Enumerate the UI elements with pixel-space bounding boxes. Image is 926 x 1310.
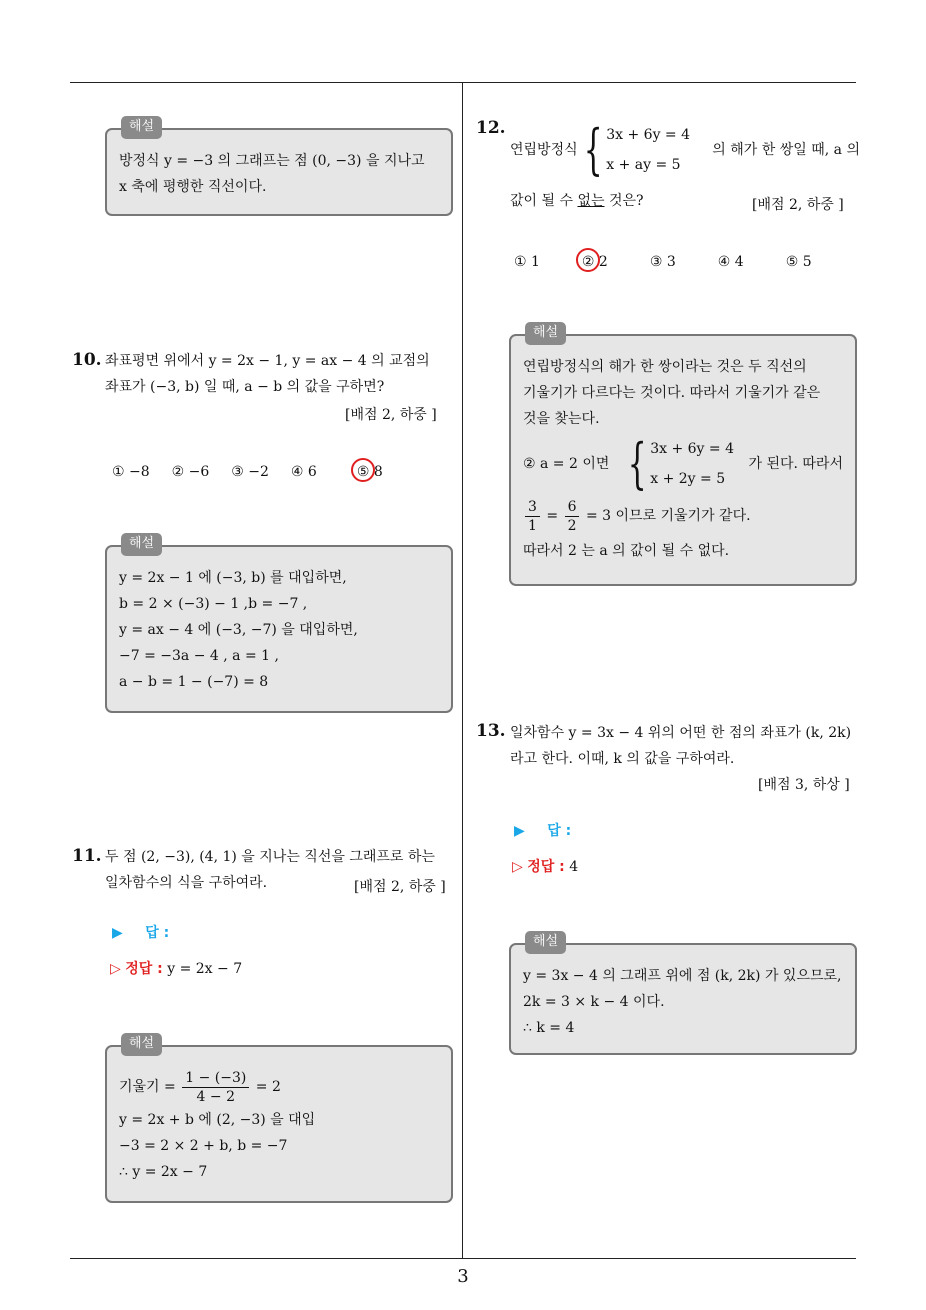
solution-tag: 해설 xyxy=(525,322,566,345)
q11-answer-label: 답 : xyxy=(145,925,170,941)
q12-choice-3[interactable]: ③ 3 xyxy=(649,254,676,270)
q12-sol-frac2-num: 6 xyxy=(565,498,580,517)
q11-sol-fraction xyxy=(182,1069,249,1106)
q11-sol-line: −3 = 2 × 2 + b, b = −7 xyxy=(119,1138,288,1154)
q13-sol-line: 2k = 3 × k − 4 이다. xyxy=(523,994,665,1010)
q12-sol-frac2 xyxy=(565,498,580,535)
q12-sol-line3: 것을 찾는다. xyxy=(523,411,600,427)
q12-sol-line1: 연립방정식의 해가 한 쌍이라는 것은 두 직선의 xyxy=(523,359,807,375)
q10-sol-line: −7 = −3a − 4 , a = 1 , xyxy=(119,648,279,664)
q11-sol-slope-suffix: = 2 xyxy=(255,1079,281,1095)
q12-solution-box xyxy=(509,325,857,586)
q11-sol-slope-prefix: 기울기 = xyxy=(119,1079,176,1095)
q12-sol-frac-suffix: = 3 이므로 기울기가 같다. xyxy=(585,508,751,524)
solution-tag: 해설 xyxy=(121,1033,162,1056)
outline-arrow-icon: ▷ xyxy=(512,859,523,875)
q10-choice-4[interactable]: ④ 6 xyxy=(290,464,317,480)
q12-sol-sys-prefix: ② a = 2 이면 xyxy=(523,456,610,472)
bottom-rule xyxy=(70,1258,856,1259)
q10-sol-line: a − b = 1 − (−7) = 8 xyxy=(119,674,269,690)
q13-question xyxy=(510,720,862,772)
q12-sol-frac2-den: 2 xyxy=(567,517,577,534)
q13-correct-value: 4 xyxy=(569,859,579,875)
q12-choice-5[interactable]: ⑤ 5 xyxy=(785,254,812,270)
solution-tag: 해설 xyxy=(525,931,566,954)
selected-circle-icon xyxy=(576,248,600,272)
q13-sol-line: ∴ k = 4 xyxy=(523,1020,575,1036)
q11-sol-frac-num: 1 − (−3) xyxy=(182,1069,249,1088)
q11-number: 11. xyxy=(72,846,102,866)
q11-sol-line: y = 2x + b 에 (2, −3) 을 대입 xyxy=(119,1112,316,1128)
q12-line2-a: 값이 될 수 xyxy=(510,193,578,209)
q10-line1: 좌표평면 위에서 y = 2x − 1, y = ax − 4 의 교점의 xyxy=(105,353,430,369)
selected-circle-icon xyxy=(351,458,375,482)
q10-choice-5-selected[interactable] xyxy=(357,464,383,480)
solution-tag: 해설 xyxy=(121,533,162,556)
q9-sol-line1: 방정식 y = −3 의 그래프는 점 (0, −3) 을 지나고 xyxy=(119,153,425,169)
q12-line1 xyxy=(510,120,860,180)
q11-correct-value: y = 2x − 7 xyxy=(167,961,243,977)
q12-suffix: 의 해가 한 쌍일 때, a 의 xyxy=(712,142,860,158)
q10-number: 10. xyxy=(72,350,102,370)
page-number: 3 xyxy=(457,1266,469,1287)
q12-sol-last: 따라서 2 는 a 의 값이 될 수 없다. xyxy=(523,543,730,559)
filled-arrow-icon: ▶ xyxy=(514,823,525,839)
q13-correct-label: 정답 : xyxy=(527,859,565,875)
q12-eq1: 3x + 6y = 4 xyxy=(606,127,691,143)
q10-choice-2[interactable]: ② −6 xyxy=(171,464,210,480)
solution-tag: 해설 xyxy=(121,116,162,139)
q12-number: 12. xyxy=(476,118,506,138)
q11-sol-line: ∴ y = 2x − 7 xyxy=(119,1164,208,1180)
q9-solution-box xyxy=(105,119,453,216)
q10-choice-1[interactable]: ① −8 xyxy=(112,464,150,480)
q11-correct-label: 정답 : xyxy=(125,961,163,977)
q10-choice-5-label: ⑤ 8 xyxy=(356,464,383,480)
q12-sol-sys-suffix: 가 된다. 따라서 xyxy=(748,456,843,472)
q13-sol-line: y = 3x − 4 의 그래프 위에 점 (k, 2k) 가 있으므로, xyxy=(523,968,842,984)
q13-correct-row xyxy=(512,856,578,876)
q11-correct-row xyxy=(110,958,242,978)
q12-system xyxy=(580,120,690,180)
q12-sol-frac1 xyxy=(525,498,540,535)
q10-score: [배점 2, 하중 ] xyxy=(345,407,437,423)
q10-question xyxy=(105,348,457,400)
q11-sol-frac-den: 4 − 2 xyxy=(196,1088,235,1105)
q11-sol-slope xyxy=(119,1067,439,1107)
q12-score: [배점 2, 하중 ] xyxy=(752,197,844,213)
q12-line2-underlined: 없는 xyxy=(577,193,605,209)
filled-arrow-icon: ▶ xyxy=(112,925,123,941)
q10-line2: 좌표가 (−3, b) 일 때, a − b 의 값을 구하면? xyxy=(105,379,385,395)
q12-sol-frac1-num: 3 xyxy=(525,498,540,517)
q9-sol-line2: x 축에 평행한 직선이다. xyxy=(119,179,267,195)
q11-answer-row xyxy=(112,922,169,942)
q12-sol-system-row xyxy=(523,434,843,494)
q12-choice-2-selected[interactable] xyxy=(582,254,608,270)
q10-choices xyxy=(112,464,405,480)
equals-sign: = xyxy=(546,508,559,524)
q12-sol-eq2: x + 2y = 5 xyxy=(650,471,726,487)
q13-number: 13. xyxy=(476,721,506,741)
q12-choice-2-label: ② 2 xyxy=(581,254,608,270)
brace-icon: { xyxy=(583,118,603,181)
q12-sol-eq1: 3x + 6y = 4 xyxy=(650,441,735,457)
q12-choice-1[interactable]: ① 1 xyxy=(514,254,540,270)
q13-score: [배점 3, 하상 ] xyxy=(758,777,850,793)
brace-icon: { xyxy=(627,432,647,495)
top-rule xyxy=(70,82,856,83)
column-divider xyxy=(462,83,463,1258)
q12-sol-frac1-den: 1 xyxy=(528,517,537,534)
q12-sol-system xyxy=(624,434,734,494)
q11-solution-box xyxy=(105,1036,453,1203)
q12-sol-fraction-row xyxy=(523,494,843,538)
q12-eq2: x + ay = 5 xyxy=(606,157,681,173)
outline-arrow-icon: ▷ xyxy=(110,961,121,977)
q10-choice-3[interactable]: ③ −2 xyxy=(231,464,269,480)
q10-sol-line: y = 2x − 1 에 (−3, b) 를 대입하면, xyxy=(119,570,347,586)
q12-choice-4[interactable]: ④ 4 xyxy=(717,254,744,270)
q10-sol-line: y = ax − 4 에 (−3, −7) 을 대입하면, xyxy=(119,622,358,638)
q13-solution-box xyxy=(509,934,857,1055)
q11-line2: 일차함수의 식을 구하여라. xyxy=(105,875,268,891)
q12-sol-line2: 기울기가 다르다는 것이다. 따라서 기울기가 같은 xyxy=(523,385,821,401)
q12-prefix: 연립방정식 xyxy=(510,142,578,158)
q12-choices xyxy=(514,254,834,270)
q11-line1: 두 점 (2, −3), (4, 1) 을 지나는 직선을 그래프로 하는 xyxy=(105,849,435,865)
q10-solution-box xyxy=(105,536,453,713)
q11-score: [배점 2, 하중 ] xyxy=(354,879,446,895)
q13-line2: 라고 한다. 이때, k 의 값을 구하여라. xyxy=(510,751,735,767)
q13-line1: 일차함수 y = 3x − 4 위의 어떤 한 점의 좌표가 (k, 2k) xyxy=(510,725,852,741)
q13-answer-row xyxy=(514,820,571,840)
q12-line2-b: 것은? xyxy=(604,193,644,209)
q10-sol-line: b = 2 × (−3) − 1 ,b = −7 , xyxy=(119,596,308,612)
q13-answer-label: 답 : xyxy=(547,823,572,839)
